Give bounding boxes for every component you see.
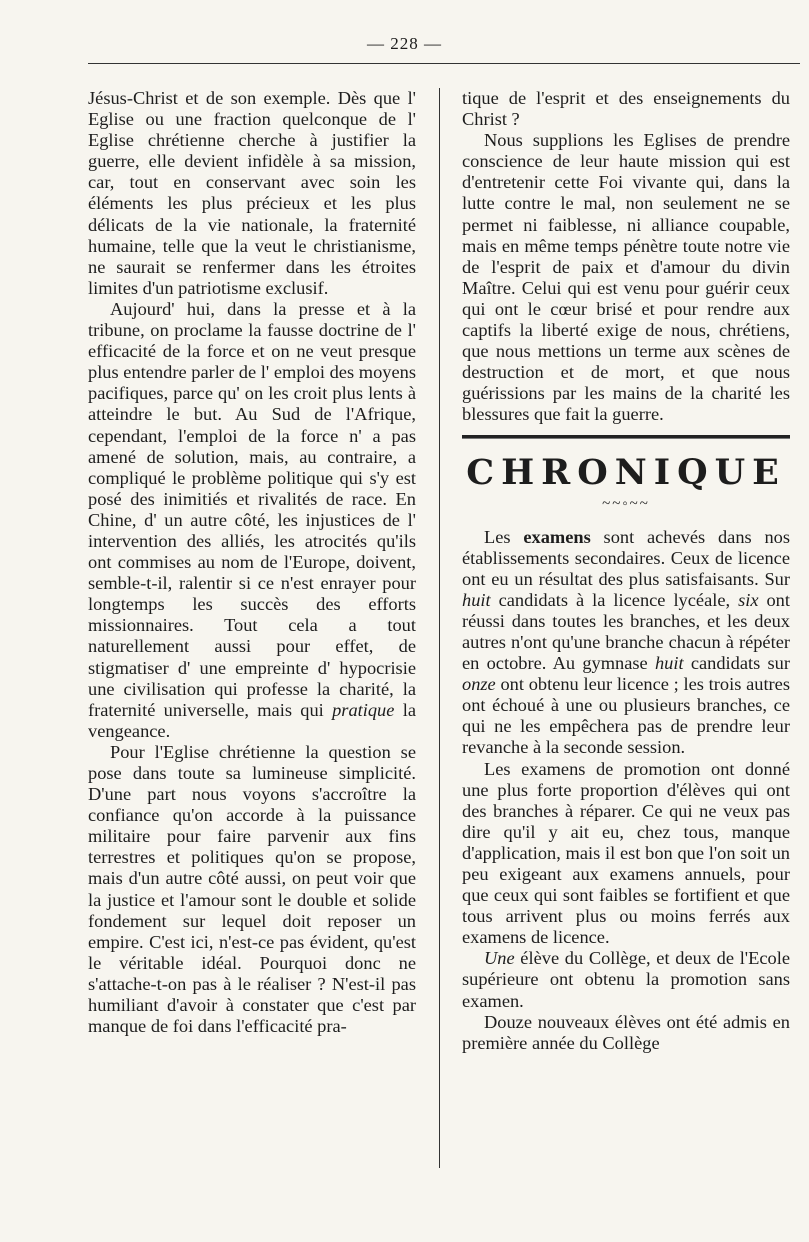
italic-word: six [738, 589, 759, 610]
page-number: — 228 — [367, 34, 442, 53]
right-paragraph-2: Nous supplions les Eglises de prendre conscience de leur haute mission qui est d'entretenir cette Foi vivante qui, dans la lutte contre le mal, non seulement ne se permet ni faiblesse, ni alliance coupable, mais en même temps pénètre toute notre vie de l'esprit de paix et d'amour du divin Maître. Celui qui est venu pour guérir ceux qui ont le cœur brisé et pour rendre aux captifs la liberté exige de nous, chrétiens, que nous mettions un terme aux scènes de destruction et de mort, et que nous guérissions par les mains de la charité les blessures que fait la guerre. [462, 130, 790, 425]
text-run: sont achevés dans nos établissements secondaires. Ceux de licence ont eu un résultat des plus satisfaisants. Sur [462, 526, 790, 589]
text-run: ont réussi dans toutes les branches, et les deux autres n'ont qu'une branche chacun à répéter en octobre. Au gymnase [462, 589, 790, 674]
bold-word: examens [523, 526, 591, 547]
italic-word: onze [462, 674, 496, 695]
left-paragraph-2-text: Aujourd' hui, dans la presse et à la tribune, on proclame la fausse doctrine de l' efficacité de la force et on ne veut presque plus entendre parler de l' emploi des moyens pacifiques, parce qu' on les croit plus lents à atteindre le but. Au Sud de l'Afrique, cependant, l'emploi de la force n' a pas amené de solution, mais, au contraire, a compliqué le problème politique qui s'y est posé des inimitiés et rivalités de race. En Chine, d' un autre côté, les injustices de l' intervention des alliés, les atrocités qu'ils ont commises au nom de l'Europe, doivent, semble-t-il, ralentir si ce n'est enrayer pour longtemps les succès des efforts missionnaires. Tout cela a tout naturellement aussi pour effet, de stigmatiser d' une empreinte d' hypocrisie une civilisation qui professe la charité, la fraternité universelle, mais qui [88, 298, 416, 720]
italic-word: huit [654, 653, 684, 674]
chronique-paragraph-4: Douze nouveaux élèves ont été admis en première année du Collège [462, 1011, 790, 1053]
chronique-paragraph-2: Les examens de promotion ont donné une plus forte proportion d'élèves qui ont des branches à réparer. Ce qui ne veux pas dire qu'il y ait eu, chez tous, manque d'application, mais il est bon que l'on soit un peu exigeant aux examens annuels, pour que ceux qui sont faibles se fortifient et que tous arrivent plus ou moins ferrés aux examens de licence. [462, 758, 790, 948]
ornament-flourish: ~~◦~~ [602, 495, 650, 512]
left-paragraph-2-end: la vengeance. [88, 699, 416, 741]
italic-word: pratique [332, 699, 395, 720]
section-title: CHRONIQUE [466, 451, 786, 493]
italic-word: Une [484, 948, 515, 969]
chronique-paragraph-3 [462, 948, 790, 1011]
left-paragraph-1: Jésus-Christ et de son exemple. Dès que l' Eglise ou une fraction quelconque de l' Eglise chrétienne cherche à justifier la guerre, elle devient infidèle à sa mission, car, tout en conservant avec soin les éléments les plus précieux et les plus délicats de la vie nationale, la fraternité humaine, telle que la veut le christianisme, ne saurait se renfermer dans les étroites limites d'un patriotisme exclusif. [88, 88, 416, 298]
header-rule [88, 63, 800, 64]
left-column [88, 88, 416, 1037]
right-paragraph-1: tique de l'esprit et des enseignements du Christ ? [462, 88, 790, 130]
text-run: élève du Collège, et deux de l'Ecole supérieure ont obtenu la promotion sans examen. [462, 948, 790, 1011]
section-rule [462, 435, 790, 439]
text-run: Les [484, 526, 524, 547]
text-run: ont obtenu leur licence ; les trois autres ont échoué à une ou plusieurs branches, ce qui ne les empêchera pas de prendre leur revanche à la seconde session. [462, 674, 790, 758]
italic-word: huit [462, 589, 491, 610]
left-paragraph-2 [88, 299, 416, 742]
left-paragraph-3: Pour l'Eglise chrétienne la question se pose dans toute sa lumineuse simplicité. D'une part nous voyons s'accroître la confiance qu'on accorde à la puissance militaire pour faire parvenir aux fins terrestres et politiques qu'on se propose, mais d'un autre côté aussi, on peut voir que la justice et l'amour sont le double et solide fondement sur lequel doit reposer un empire. C'est ici, n'est-ce pas évident, qu'est le véritable idéal. Pourquoi donc ne s'attache-t-on pas à le réaliser ? N'est-il pas humiliant d'avoir à constater que c'est par manque de foi dans l'efficacité pra- [88, 741, 416, 1037]
text-run: candidats à la licence lycéale, [490, 589, 739, 610]
right-column [462, 88, 790, 1054]
column-divider [439, 88, 440, 1168]
text-run: candidats sur [683, 653, 791, 674]
chronique-paragraph-1 [462, 527, 790, 759]
